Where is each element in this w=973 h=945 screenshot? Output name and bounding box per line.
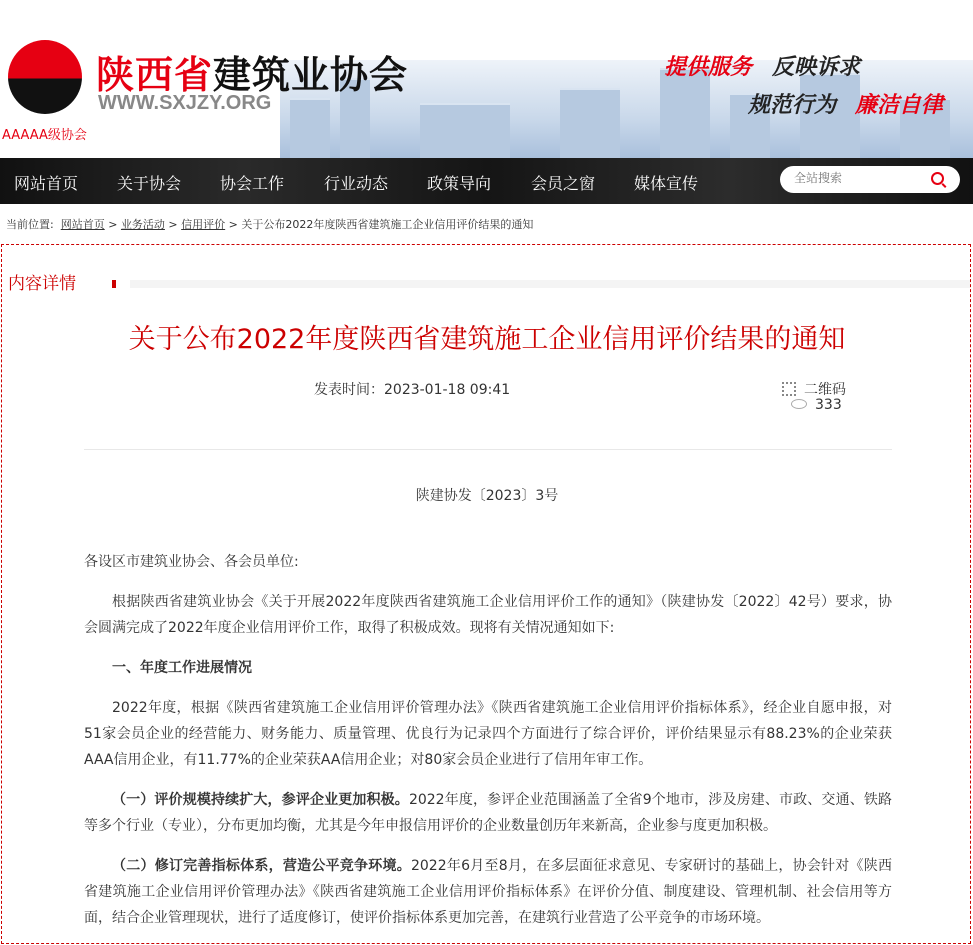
slogan: 规范行为 bbox=[748, 92, 837, 118]
breadcrumb-credit[interactable]: 信用评价 bbox=[181, 218, 226, 231]
nav-about[interactable]: 关于协会 bbox=[117, 174, 182, 193]
paragraph: （二）修订完善指标体系，营造公平竞争环境。2022年6月至8月，在多层面征求意见、专家研讨的基础上，协会针对《陕西省建筑施工企业信用评价管理办法》《陕西省建筑施工企业信用评价指标体系》在评价分值、制度建设、管理机制、社会信用等方面，结合企业管理现状，进行了适度修订，使评价指标体系更加完善，在建筑行业营造了公平竞争的市场环境。 bbox=[84, 858, 893, 926]
divider bbox=[84, 449, 892, 450]
section-divider bbox=[130, 280, 970, 288]
nav-industry[interactable]: 行业动态 bbox=[324, 174, 389, 193]
logo-icon[interactable] bbox=[8, 40, 82, 114]
qr-code-button[interactable]: 二维码 bbox=[782, 379, 846, 399]
section-heading: 一、年度工作进展情况 bbox=[112, 660, 252, 676]
main-nav bbox=[0, 158, 973, 204]
paragraph: 根据陕西省建筑业协会《关于开展2022年度陕西省建筑施工企业信用评价工作的通知》（陕建协发〔2022〕42号）要求，协会圆满完成了2022年度企业信用评价工作，取得了积极成效。现将有关情况通知如下: bbox=[84, 594, 892, 636]
breadcrumb: 当前位置: 网站首页 > 业务活动 > 信用评价 > 关于公布2022年度陕西省建筑施工企业信用评价结果的通知 bbox=[6, 218, 534, 231]
nav-home[interactable]: 网站首页 bbox=[14, 174, 79, 193]
eye-icon bbox=[791, 399, 807, 409]
site-logo-text[interactable]: 陕西省建筑业协会 bbox=[96, 53, 409, 97]
site-header bbox=[0, 0, 973, 158]
nav-media[interactable]: 媒体宣传 bbox=[634, 174, 699, 193]
nav-work[interactable]: 协会工作 bbox=[220, 174, 285, 193]
section-marker bbox=[112, 280, 116, 288]
breadcrumb-current: 关于公布2022年度陕西省建筑施工企业信用评价结果的通知 bbox=[241, 218, 534, 231]
rank-label: AAAAA级协会 bbox=[2, 128, 87, 143]
paragraph: 2022年度，根据《陕西省建筑施工企业信用评价管理办法》《陕西省建筑施工企业信用评价指标体系》，经企业自愿申报，对51家会员企业的经营能力、财务能力、质量管理、优良行为记录四个方面进行了综合评价，评价结果显示有88.23%的企业荣获AAA信用企业，有11.77%的企业荣获AA信用企业；对80家会员企业进行了信用年审工作。 bbox=[84, 700, 892, 768]
document-number: 陕建协发〔2023〕3号 bbox=[415, 488, 559, 504]
breadcrumb-activities[interactable]: 业务活动 bbox=[120, 218, 165, 231]
content-box bbox=[1, 244, 971, 944]
nav-policy[interactable]: 政策导向 bbox=[427, 174, 492, 193]
publish-time: 发表时间：2023-01-18 09:41 bbox=[314, 382, 511, 398]
article-title: 关于公布2022年度陕西省建筑施工企业信用评价结果的通知 bbox=[128, 324, 846, 355]
breadcrumb-home[interactable]: 网站首页 bbox=[60, 218, 105, 231]
view-count: 333 bbox=[791, 397, 842, 413]
nav-members[interactable]: 会员之窗 bbox=[531, 174, 596, 193]
site-url: WWW.SXJZY.ORG bbox=[98, 92, 272, 114]
slogan: 提供服务 bbox=[664, 54, 753, 80]
salutation: 各设区市建筑业协会、各会员单位: bbox=[84, 554, 299, 570]
search-input[interactable] bbox=[794, 171, 924, 185]
search-icon[interactable] bbox=[931, 172, 944, 185]
section-title: 内容详情 bbox=[8, 274, 76, 294]
paragraph: （一）评价规模持续扩大，参评企业更加积极。2022年度，参评企业范围涵盖了全省9个地市，涉及房建、市政、交通、铁路等多个行业（专业），分布更加均衡，尤其是今年申报信用评价的企业数量创历年来新高，企业参与度更加积极。 bbox=[84, 792, 892, 834]
search-box bbox=[780, 166, 960, 193]
article-body bbox=[84, 549, 892, 945]
slogan: 廉洁自律 bbox=[855, 92, 944, 118]
slogan: 反映诉求 bbox=[772, 54, 861, 80]
qr-code-icon bbox=[782, 382, 796, 396]
